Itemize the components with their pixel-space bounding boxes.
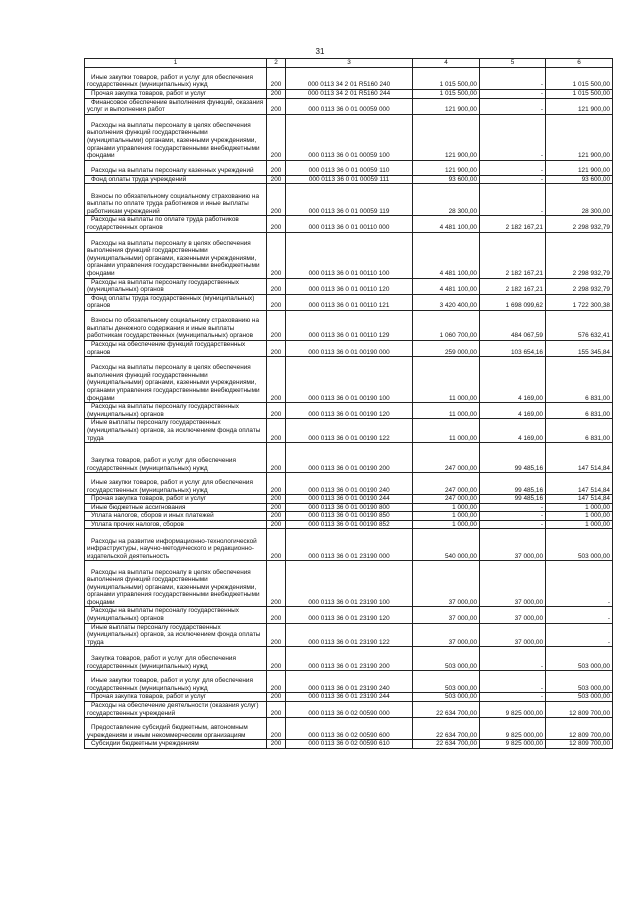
- row-code-line: 200: [267, 419, 286, 443]
- row-executed-amount: -: [480, 160, 546, 175]
- row-name-text: Иные бюджетные ассигнования: [91, 503, 186, 511]
- table-row: [85, 529, 613, 561]
- row-approved-amount: 503 000,00: [413, 693, 480, 702]
- row-name-text: Расходы на выплаты персоналу государственных (муниципальных) органов: [87, 278, 239, 294]
- row-code-line: 200: [267, 310, 286, 340]
- row-unexecuted-amount: 12 809 700,00: [546, 718, 613, 740]
- row-executed-amount: -: [480, 693, 546, 702]
- row-code-line: 200: [267, 529, 286, 561]
- table-row: [85, 232, 613, 278]
- table-row: [85, 160, 613, 175]
- row-name-text: Расходы на выплаты персоналу в целях обеспечения выполнения функций государственными (муниципальными) органами, казенными учреждениями, органами управления государственными внебюджетными фондами: [87, 364, 260, 402]
- row-code-line: 200: [267, 740, 286, 749]
- row-classification-code: 000 0113 36 0 01 00059 119: [286, 184, 413, 216]
- table-row: [85, 671, 613, 693]
- row-code-line: 200: [267, 520, 286, 529]
- row-name-text: Иные выплаты персоналу государственных (муниципальных) органов, за исключением фонда оплаты труда: [87, 419, 261, 442]
- row-classification-code: 000 0113 36 0 01 00110 100: [286, 232, 413, 278]
- row-executed-amount: 9 825 000,00: [480, 718, 546, 740]
- table-row: [85, 216, 613, 232]
- row-unexecuted-amount: 2 298 932,79: [546, 278, 613, 294]
- row-unexecuted-amount: 503 000,00: [546, 693, 613, 702]
- row-name: [85, 503, 267, 512]
- row-name-text: Прочая закупка товаров, работ и услуг: [91, 693, 207, 701]
- table-row: [85, 607, 613, 623]
- table-row: [85, 718, 613, 740]
- row-name: [85, 357, 267, 403]
- row-name-text: Прочая закупка товаров, работ и услуг: [91, 90, 207, 97]
- table-row: [85, 68, 613, 90]
- table-row: [85, 740, 613, 749]
- row-approved-amount: 11 000,00: [413, 419, 480, 443]
- table-row: [85, 495, 613, 504]
- row-name: [85, 623, 267, 647]
- row-unexecuted-amount: 12 809 700,00: [546, 740, 613, 749]
- row-name: [85, 90, 267, 99]
- row-executed-amount: 2 182 167,21: [480, 278, 546, 294]
- row-approved-amount: 247 000,00: [413, 473, 480, 495]
- row-classification-code: 000 0113 36 0 01 00059 100: [286, 114, 413, 160]
- table-row: [85, 503, 613, 512]
- header-col-5: 5: [480, 59, 546, 68]
- row-name-text: Расходы на развитие информационно-технологической инфраструктуры, научно-методического и редакционно-издательской деятельность: [87, 537, 257, 560]
- row-name: [85, 232, 267, 278]
- header-col-2: 2: [267, 59, 286, 68]
- row-name: [85, 671, 267, 693]
- row-executed-amount: -: [480, 68, 546, 90]
- row-approved-amount: 1 015 500,00: [413, 90, 480, 99]
- row-code-line: 200: [267, 718, 286, 740]
- row-classification-code: 000 0113 36 0 01 00110 120: [286, 278, 413, 294]
- row-name-text: Фонд оплаты труда государственных (муниципальных) органов: [87, 294, 255, 310]
- row-code-line: 200: [267, 184, 286, 216]
- row-approved-amount: 121 900,00: [413, 98, 480, 114]
- row-executed-amount: 4 169,00: [480, 403, 546, 419]
- row-name: [85, 495, 267, 504]
- table-row: [85, 278, 613, 294]
- row-unexecuted-amount: 1 000,00: [546, 520, 613, 529]
- row-name: [85, 184, 267, 216]
- row-classification-code: 000 0113 36 0 02 00590 600: [286, 718, 413, 740]
- row-approved-amount: 1 015 500,00: [413, 68, 480, 90]
- header-col-4: 4: [413, 59, 480, 68]
- row-classification-code: 000 0113 36 0 01 23190 000: [286, 529, 413, 561]
- row-name-text: Взносы по обязательному социальному страхованию на выплаты по оплате труда работников и иные выплаты работникам учреждений: [87, 192, 260, 215]
- row-classification-code: 000 0113 36 0 01 00190 800: [286, 503, 413, 512]
- row-code-line: 200: [267, 114, 286, 160]
- table-row: [85, 561, 613, 607]
- row-approved-amount: 259 000,00: [413, 340, 480, 356]
- row-executed-amount: 99 485,16: [480, 495, 546, 504]
- row-name: [85, 693, 267, 702]
- row-code-line: 200: [267, 216, 286, 232]
- row-approved-amount: 93 600,00: [413, 175, 480, 184]
- row-unexecuted-amount: 503 000,00: [546, 529, 613, 561]
- row-classification-code: 000 0113 36 0 01 00190 200: [286, 443, 413, 473]
- row-unexecuted-amount: 2 298 932,79: [546, 216, 613, 232]
- row-unexecuted-amount: -: [546, 623, 613, 647]
- row-unexecuted-amount: 28 300,00: [546, 184, 613, 216]
- row-name: [85, 647, 267, 671]
- table-row: [85, 403, 613, 419]
- row-approved-amount: 22 634 700,00: [413, 740, 480, 749]
- table-row: [85, 294, 613, 310]
- row-code-line: 200: [267, 340, 286, 356]
- row-name-text: Предоставление субсидий бюджетным, автономным учреждениям и иным некоммерческим организациям: [87, 724, 248, 739]
- row-name: [85, 340, 267, 356]
- row-approved-amount: 22 634 700,00: [413, 718, 480, 740]
- row-classification-code: 000 0113 36 0 01 00190 120: [286, 403, 413, 419]
- row-code-line: 200: [267, 443, 286, 473]
- row-unexecuted-amount: 503 000,00: [546, 647, 613, 671]
- row-classification-code: 000 0113 36 0 01 00110 129: [286, 310, 413, 340]
- row-unexecuted-amount: 147 514,84: [546, 495, 613, 504]
- row-unexecuted-amount: 6 831,00: [546, 403, 613, 419]
- row-classification-code: 000 0113 36 0 02 00590 610: [286, 740, 413, 749]
- row-name: [85, 529, 267, 561]
- table-row: [85, 340, 613, 356]
- row-executed-amount: -: [480, 175, 546, 184]
- header-row: [85, 59, 613, 68]
- row-classification-code: 000 0113 36 0 01 00190 122: [286, 419, 413, 443]
- row-name-text: Уплата прочих налогов, сборов: [91, 520, 184, 528]
- row-approved-amount: 121 900,00: [413, 160, 480, 175]
- row-classification-code: 000 0113 36 0 02 00590 000: [286, 702, 413, 718]
- row-name-text: Расходы на обеспечение деятельности (оказания услуг) государственных учреждений: [87, 702, 259, 717]
- table-body: [85, 68, 613, 749]
- row-unexecuted-amount: 147 514,84: [546, 473, 613, 495]
- row-name-text: Расходы на выплаты персоналу в целях обеспечения выполнения функций государственными (муниципальными) органами, казенными учреждениями, органами управления государственными внебюджетными фондами: [87, 121, 260, 160]
- row-name-text: Расходы на обеспечение функций государственных органов: [87, 340, 246, 356]
- row-name: [85, 740, 267, 749]
- row-approved-amount: 540 000,00: [413, 529, 480, 561]
- row-unexecuted-amount: 147 514,84: [546, 443, 613, 473]
- row-code-line: 200: [267, 357, 286, 403]
- row-code-line: 200: [267, 561, 286, 607]
- row-approved-amount: 1 000,00: [413, 503, 480, 512]
- row-name-text: Закупка товаров, работ и услуг для обеспечения государственных (муниципальных) нужд: [87, 655, 236, 670]
- table-row: [85, 98, 613, 114]
- budget-table: [84, 58, 613, 749]
- row-code-line: 200: [267, 98, 286, 114]
- row-name-text: Расходы на выплаты персоналу в целях обеспечения выполнения функций государственными (муниципальными) органами, казенными учреждениями, органами управления государственными внебюджетными фондами: [87, 239, 260, 277]
- row-approved-amount: 503 000,00: [413, 647, 480, 671]
- header-col-6: 6: [546, 59, 613, 68]
- row-name: [85, 718, 267, 740]
- header-col-1: 1: [85, 59, 267, 68]
- row-classification-code: 000 0113 36 0 01 00190 852: [286, 520, 413, 529]
- table-row: [85, 175, 613, 184]
- row-unexecuted-amount: 576 632,41: [546, 310, 613, 340]
- row-classification-code: 000 0113 36 0 01 00190 244: [286, 495, 413, 504]
- row-code-line: 200: [267, 294, 286, 310]
- row-approved-amount: 1 000,00: [413, 520, 480, 529]
- row-name: [85, 216, 267, 232]
- row-approved-amount: 503 000,00: [413, 671, 480, 693]
- row-approved-amount: 37 000,00: [413, 623, 480, 647]
- row-name: [85, 175, 267, 184]
- row-unexecuted-amount: 93 600,00: [546, 175, 613, 184]
- row-name: [85, 98, 267, 114]
- row-classification-code: 000 0113 34 2 01 R5160 244: [286, 90, 413, 99]
- row-code-line: 200: [267, 671, 286, 693]
- row-code-line: 200: [267, 68, 286, 90]
- row-name-text: Иные закупки товаров, работ и услуг для обеспечения государственных (муниципальных) нужд: [87, 677, 253, 692]
- table-row: [85, 520, 613, 529]
- row-unexecuted-amount: 121 900,00: [546, 114, 613, 160]
- row-unexecuted-amount: 2 298 932,79: [546, 232, 613, 278]
- row-approved-amount: 4 481 100,00: [413, 278, 480, 294]
- row-name-text: Закупка товаров, работ и услуг для обеспечения государственных (муниципальных) нужд: [87, 456, 236, 472]
- row-approved-amount: 11 000,00: [413, 357, 480, 403]
- row-code-line: 200: [267, 623, 286, 647]
- row-name: [85, 294, 267, 310]
- row-executed-amount: 4 169,00: [480, 419, 546, 443]
- page-number: 31: [315, 47, 325, 56]
- row-name: [85, 403, 267, 419]
- row-executed-amount: 2 182 167,21: [480, 232, 546, 278]
- table-row: [85, 310, 613, 340]
- row-unexecuted-amount: 1 000,00: [546, 512, 613, 521]
- row-executed-amount: 9 825 000,00: [480, 740, 546, 749]
- row-classification-code: 000 0113 36 0 01 00110 000: [286, 216, 413, 232]
- row-executed-amount: 103 654,16: [480, 340, 546, 356]
- row-classification-code: 000 0113 36 0 01 23190 100: [286, 561, 413, 607]
- row-code-line: 200: [267, 503, 286, 512]
- row-name: [85, 702, 267, 718]
- row-executed-amount: -: [480, 114, 546, 160]
- row-unexecuted-amount: 6 831,00: [546, 357, 613, 403]
- row-name-text: Иные выплаты персоналу государственных (муниципальных) органов, за исключением фонда оплаты труда: [87, 623, 261, 646]
- table-row: [85, 357, 613, 403]
- table-row: [85, 184, 613, 216]
- row-executed-amount: -: [480, 512, 546, 521]
- row-name-text: Расходы на выплаты персоналу в целях обеспечения выполнения функций государственными (муниципальными) органами, казенными учреждениями, органами управления государственными внебюджетными фондами: [87, 568, 260, 606]
- row-unexecuted-amount: 1 015 500,00: [546, 90, 613, 99]
- row-name: [85, 310, 267, 340]
- row-code-line: 200: [267, 403, 286, 419]
- row-classification-code: 000 0113 36 0 01 00059 000: [286, 98, 413, 114]
- row-classification-code: 000 0113 36 0 01 23190 244: [286, 693, 413, 702]
- row-approved-amount: 4 481 100,00: [413, 232, 480, 278]
- row-classification-code: 000 0113 36 0 01 00190 000: [286, 340, 413, 356]
- row-code-line: 200: [267, 278, 286, 294]
- table-row: [85, 419, 613, 443]
- row-code-line: 200: [267, 160, 286, 175]
- row-code-line: 200: [267, 90, 286, 99]
- row-name-text: Расходы на выплаты персоналу казенных учреждений: [91, 167, 254, 175]
- row-code-line: 200: [267, 473, 286, 495]
- row-name: [85, 443, 267, 473]
- row-approved-amount: 247 000,00: [413, 443, 480, 473]
- table-row: [85, 90, 613, 99]
- row-code-line: 200: [267, 647, 286, 671]
- row-unexecuted-amount: 121 900,00: [546, 160, 613, 175]
- row-executed-amount: 37 000,00: [480, 561, 546, 607]
- row-name-text: Субсидии бюджетным учреждениям: [91, 740, 199, 748]
- row-name-text: Иные закупки товаров, работ и услуг для обеспечения государственных (муниципальных) нужд: [87, 478, 253, 494]
- row-code-line: 200: [267, 607, 286, 623]
- row-name-text: Взносы по обязательному социальному страхованию на выплаты денежного содержания и иные выплаты работникам государственных (муниципальных) органов: [87, 317, 260, 340]
- row-unexecuted-amount: 6 831,00: [546, 419, 613, 443]
- row-executed-amount: 2 182 167,21: [480, 216, 546, 232]
- row-approved-amount: 37 000,00: [413, 607, 480, 623]
- row-code-line: 200: [267, 693, 286, 702]
- row-classification-code: 000 0113 36 0 01 00110 121: [286, 294, 413, 310]
- row-executed-amount: 99 485,16: [480, 473, 546, 495]
- row-classification-code: 000 0113 34 2 01 R5160 240: [286, 68, 413, 90]
- row-name: [85, 512, 267, 521]
- row-classification-code: 000 0113 36 0 01 23190 120: [286, 607, 413, 623]
- row-unexecuted-amount: 1 015 500,00: [546, 68, 613, 90]
- row-unexecuted-amount: -: [546, 607, 613, 623]
- row-code-line: 200: [267, 495, 286, 504]
- row-unexecuted-amount: -: [546, 561, 613, 607]
- row-executed-amount: 99 485,16: [480, 443, 546, 473]
- row-approved-amount: 11 000,00: [413, 403, 480, 419]
- row-code-line: 200: [267, 175, 286, 184]
- row-name-text: Фонд оплаты труда учреждений: [91, 175, 187, 183]
- table-row: [85, 693, 613, 702]
- row-name-text: Прочая закупка товаров, работ и услуг: [91, 495, 207, 503]
- row-executed-amount: -: [480, 90, 546, 99]
- row-unexecuted-amount: 12 809 700,00: [546, 702, 613, 718]
- row-code-line: 200: [267, 702, 286, 718]
- row-approved-amount: 22 634 700,00: [413, 702, 480, 718]
- table-row: [85, 623, 613, 647]
- row-name: [85, 68, 267, 90]
- row-approved-amount: 3 420 400,00: [413, 294, 480, 310]
- row-code-line: 200: [267, 512, 286, 521]
- row-classification-code: 000 0113 36 0 01 23190 240: [286, 671, 413, 693]
- table-row: [85, 702, 613, 718]
- table-row: [85, 647, 613, 671]
- row-executed-amount: -: [480, 671, 546, 693]
- table-row: [85, 473, 613, 495]
- row-name-text: Иные закупки товаров, работ и услуг для обеспечения государственных (муниципальных) нужд: [87, 73, 253, 89]
- row-classification-code: 000 0113 36 0 01 23190 122: [286, 623, 413, 647]
- header-col-3: 3: [286, 59, 413, 68]
- row-executed-amount: -: [480, 184, 546, 216]
- row-executed-amount: -: [480, 98, 546, 114]
- row-executed-amount: -: [480, 503, 546, 512]
- row-name: [85, 278, 267, 294]
- row-approved-amount: 247 000,00: [413, 495, 480, 504]
- row-executed-amount: 37 000,00: [480, 623, 546, 647]
- row-name: [85, 419, 267, 443]
- row-unexecuted-amount: 155 345,84: [546, 340, 613, 356]
- row-name: [85, 473, 267, 495]
- row-code-line: 200: [267, 232, 286, 278]
- row-executed-amount: 37 000,00: [480, 607, 546, 623]
- table-row: [85, 443, 613, 473]
- row-unexecuted-amount: 503 000,00: [546, 671, 613, 693]
- row-unexecuted-amount: 1 000,00: [546, 503, 613, 512]
- row-executed-amount: 484 067,59: [480, 310, 546, 340]
- row-approved-amount: 121 900,00: [413, 114, 480, 160]
- row-executed-amount: -: [480, 520, 546, 529]
- row-name-text: Финансовое обеспечение выполнения функций, оказания услуг и выполнения работ: [87, 98, 264, 114]
- row-classification-code: 000 0113 36 0 01 00190 240: [286, 473, 413, 495]
- row-classification-code: 000 0113 36 0 01 00059 111: [286, 175, 413, 184]
- row-name-text: Уплата налогов, сборов и иных платежей: [91, 512, 214, 520]
- row-classification-code: 000 0113 36 0 01 00059 110: [286, 160, 413, 175]
- row-unexecuted-amount: 1 722 300,38: [546, 294, 613, 310]
- table-row: [85, 512, 613, 521]
- row-name: [85, 520, 267, 529]
- row-name: [85, 160, 267, 175]
- row-executed-amount: -: [480, 647, 546, 671]
- row-executed-amount: 1 698 099,62: [480, 294, 546, 310]
- row-classification-code: 000 0113 36 0 01 00190 100: [286, 357, 413, 403]
- row-name: [85, 561, 267, 607]
- row-name-text: Расходы на выплаты по оплате труда работников государственных органов: [87, 216, 239, 231]
- row-classification-code: 000 0113 36 0 01 23190 200: [286, 647, 413, 671]
- row-approved-amount: 4 481 100,00: [413, 216, 480, 232]
- row-executed-amount: 37 000,00: [480, 529, 546, 561]
- row-approved-amount: 28 300,00: [413, 184, 480, 216]
- row-approved-amount: 1 060 700,00: [413, 310, 480, 340]
- table-row: [85, 114, 613, 160]
- row-classification-code: 000 0113 36 0 01 00190 850: [286, 512, 413, 521]
- row-executed-amount: 9 825 000,00: [480, 702, 546, 718]
- row-approved-amount: 1 000,00: [413, 512, 480, 521]
- row-executed-amount: 4 169,00: [480, 357, 546, 403]
- row-name-text: Расходы на выплаты персоналу государственных (муниципальных) органов: [87, 607, 239, 623]
- row-name: [85, 114, 267, 160]
- row-unexecuted-amount: 121 900,00: [546, 98, 613, 114]
- row-name: [85, 607, 267, 623]
- row-approved-amount: 37 000,00: [413, 561, 480, 607]
- row-name-text: Расходы на выплаты персоналу государственных (муниципальных) органов: [87, 403, 239, 418]
